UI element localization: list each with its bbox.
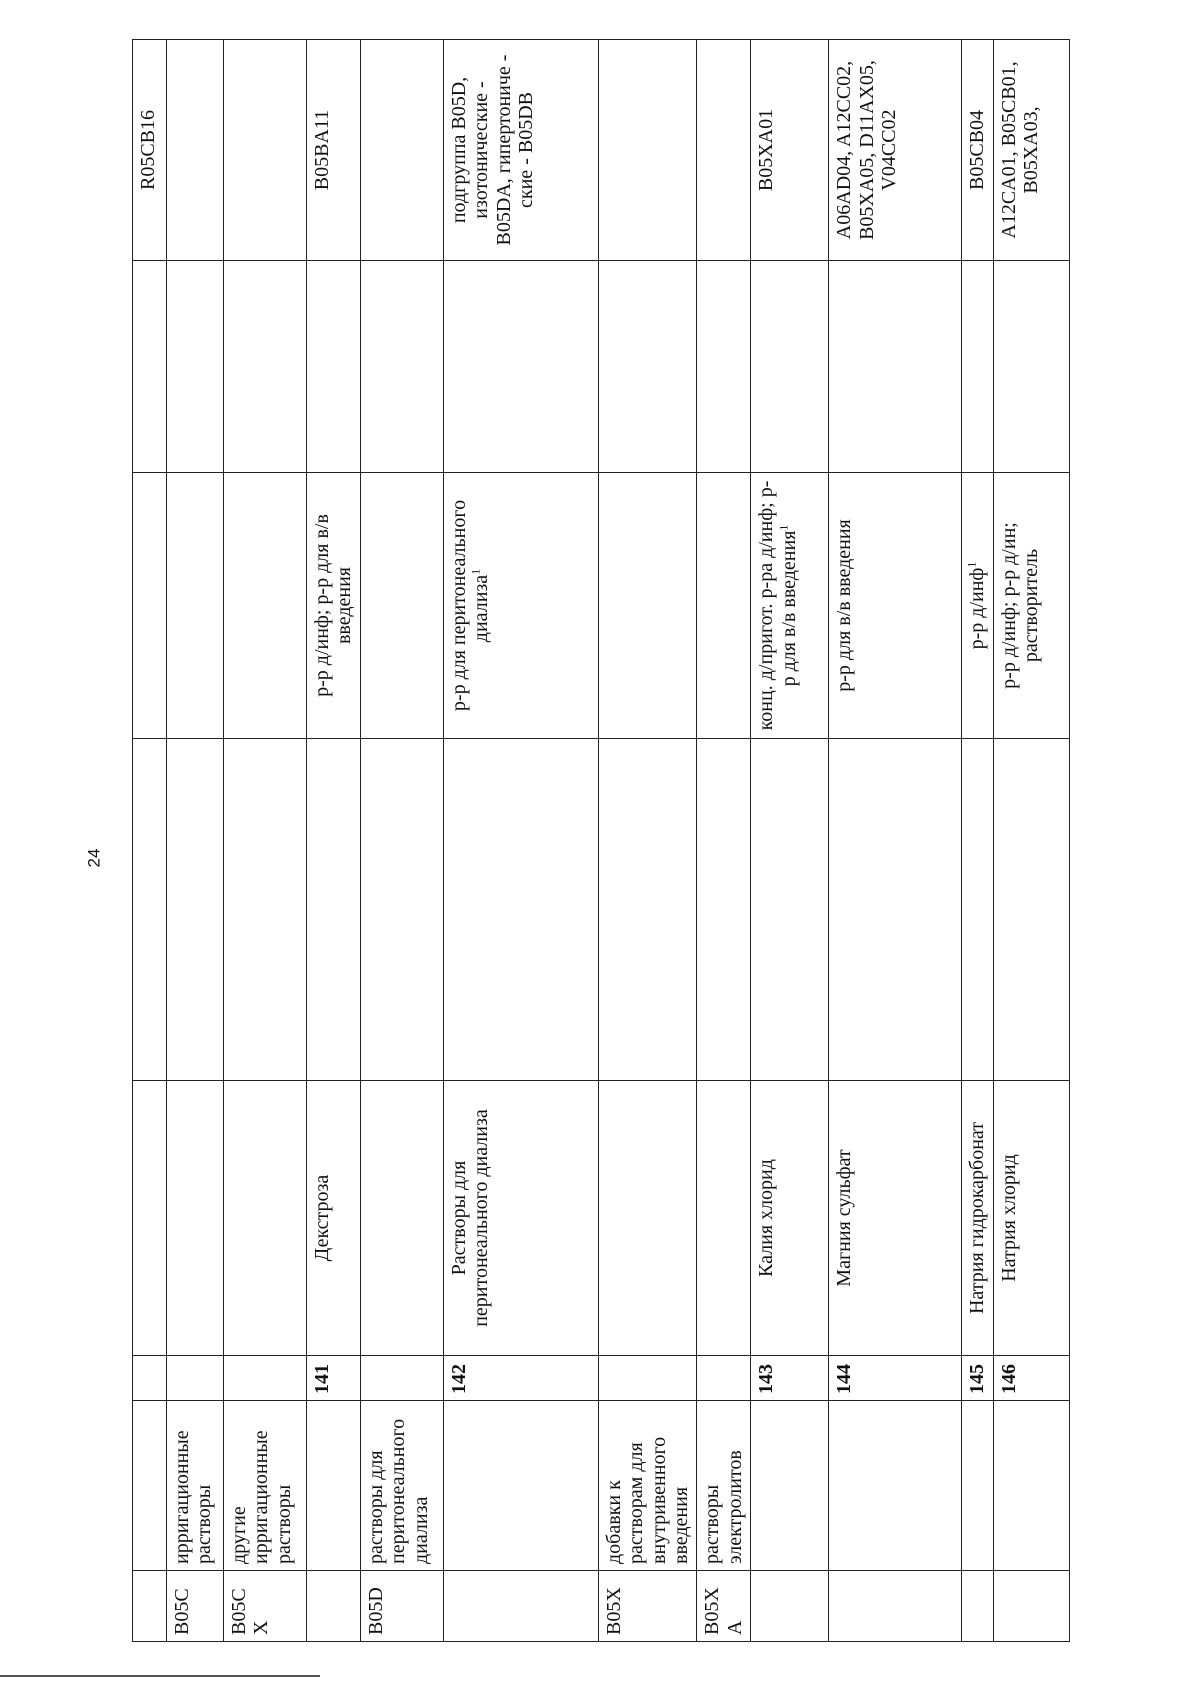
dosage-form-cell	[697, 473, 751, 739]
dosage-form-cell	[993, 473, 1069, 739]
table-row	[224, 40, 307, 1642]
atc-code-cell	[697, 1571, 751, 1642]
note-cell	[598, 739, 697, 1081]
group-name-cell-text: добавки к растворам для внутривенного введения	[602, 1436, 692, 1564]
atc-code-cell	[167, 1571, 224, 1642]
item-number-cell	[697, 1356, 751, 1401]
note-cell	[829, 739, 962, 1081]
dosage-form-cell-text: р-р д/инф; р-р для в/в введения	[311, 514, 356, 697]
atc-code-cell	[224, 1571, 307, 1642]
group-name-cell	[360, 1401, 443, 1571]
atc-code-cell-text: B05CX	[228, 1588, 273, 1635]
drug-name-cell-text: Калия хлорид	[755, 1159, 778, 1277]
atc-codes-cell	[307, 40, 361, 261]
drug-name-cell-text: Растворы для перитонеального диализа	[447, 1109, 493, 1327]
dosage-form-cell	[598, 473, 697, 739]
atc-code-cell	[598, 1571, 697, 1642]
note-cell	[307, 739, 361, 1081]
table-row	[167, 40, 224, 1642]
group-name-cell-text: ирригационные растворы	[171, 1430, 216, 1564]
item-number-cell	[443, 1356, 598, 1401]
atc-code-cell	[993, 1571, 1069, 1642]
table-row	[360, 40, 443, 1642]
atc-codes-cell	[224, 40, 307, 261]
group-name-cell-text: другие ирригационные растворы	[228, 1430, 295, 1564]
item-number-cell	[829, 1356, 962, 1401]
atc-code-cell	[360, 1571, 443, 1642]
drug-name-cell-text: Декстроза	[311, 1174, 333, 1262]
dosage-form-cell	[962, 473, 993, 739]
scan-edge-line	[0, 1675, 320, 1677]
drug-name-cell	[443, 1081, 598, 1356]
extra-cell	[598, 261, 697, 473]
extra-cell	[993, 261, 1069, 473]
atc-codes-cell-text: A06AD04, A12CC02, B05XA05, D11AX05, V04CC02	[833, 60, 900, 240]
item-number-cell	[224, 1356, 307, 1401]
item-number-cell	[167, 1356, 224, 1401]
atc-code-cell-text: B05XA	[701, 1587, 746, 1635]
dosage-form-cell-text: р-р для перитонеального диализа	[447, 499, 493, 712]
atc-codes-cell-text: B05BA11	[311, 109, 333, 191]
drug-name-cell	[751, 1081, 829, 1356]
atc-codes-cell	[751, 40, 829, 261]
group-name-cell	[224, 1401, 307, 1571]
note-cell	[993, 739, 1069, 1081]
dosage-form-cell	[167, 473, 224, 739]
atc-codes-cell	[962, 40, 993, 261]
footnote-mark: 1	[775, 524, 790, 531]
drug-name-cell	[829, 1081, 962, 1356]
atc-codes-cell-text: B05CB04	[966, 109, 989, 191]
dosage-form-cell-text: р-р д/инф; р-р д/ин; растворитель	[997, 522, 1042, 689]
item-number-cell-text: 142	[447, 1364, 470, 1394]
extra-cell	[751, 261, 829, 473]
note-cell	[697, 739, 751, 1081]
extra-cell	[360, 261, 443, 473]
atc-codes-cell-text: A12CA01, B05CB01, B05XA03,	[997, 61, 1042, 239]
atc-code-cell	[962, 1571, 993, 1642]
drug-name-cell	[697, 1081, 751, 1356]
drug-name-cell	[993, 1081, 1069, 1356]
drug-name-cell	[167, 1081, 224, 1356]
dosage-form-cell	[224, 473, 307, 739]
group-name-cell	[598, 1401, 697, 1571]
note-cell	[133, 739, 167, 1081]
atc-code-cell	[307, 1571, 361, 1642]
item-number-cell	[751, 1356, 829, 1401]
atc-codes-cell-text: B05XA01	[755, 108, 778, 192]
note-cell	[962, 739, 993, 1081]
drug-name-cell	[307, 1081, 361, 1356]
group-name-cell	[962, 1401, 993, 1571]
atc-code-cell	[829, 1571, 962, 1642]
group-name-cell	[993, 1401, 1069, 1571]
table-row	[443, 40, 598, 1642]
dosage-form-cell	[751, 473, 829, 739]
group-name-cell-text: растворы электролитов	[701, 1450, 746, 1564]
dosage-form-cell-text: р-р д/инф	[966, 567, 989, 650]
extra-cell	[962, 261, 993, 473]
extra-cell	[443, 261, 598, 473]
table-row	[307, 40, 361, 1642]
item-number-cell-text: 143	[755, 1364, 778, 1394]
drug-name-cell	[224, 1081, 307, 1356]
drug-name-cell-text: Натрия хлорид	[997, 1154, 1020, 1282]
rotated-table-wrapper	[132, 40, 1142, 1642]
atc-codes-cell	[167, 40, 224, 261]
extra-cell	[697, 261, 751, 473]
atc-code-cell-text: B05X	[602, 1587, 625, 1635]
table-row	[697, 40, 751, 1642]
drug-name-cell	[598, 1081, 697, 1356]
note-cell	[224, 739, 307, 1081]
item-number-cell	[962, 1356, 993, 1401]
table-row	[133, 40, 167, 1642]
atc-codes-cell	[829, 40, 962, 261]
atc-codes-cell	[993, 40, 1069, 261]
drug-list-table	[132, 39, 1070, 1642]
atc-codes-cell	[360, 40, 443, 261]
item-number-cell	[598, 1356, 697, 1401]
drug-name-cell	[133, 1081, 167, 1356]
group-name-cell	[307, 1401, 361, 1571]
atc-codes-cell-text: R05CB16	[137, 109, 159, 191]
atc-codes-cell	[697, 40, 751, 261]
item-number-cell-text: 145	[966, 1364, 989, 1394]
footnote-mark: 1	[468, 568, 483, 575]
dosage-form-cell	[307, 473, 361, 739]
item-number-cell	[360, 1356, 443, 1401]
atc-code-cell-text: B05C	[171, 1588, 193, 1635]
table-row	[829, 40, 962, 1642]
page-number	[78, 842, 110, 874]
group-name-cell	[829, 1401, 962, 1571]
table-row	[598, 40, 697, 1642]
group-name-cell	[133, 1401, 167, 1571]
drug-name-cell	[360, 1081, 443, 1356]
table-body	[133, 40, 1070, 1642]
note-cell	[443, 739, 598, 1081]
table-row	[993, 40, 1069, 1642]
dosage-form-cell	[360, 473, 443, 739]
dosage-form-cell-text: конц. д/пригот. р-ра д/инф; р-р для в/в введения	[755, 480, 800, 731]
group-name-cell	[443, 1401, 598, 1571]
note-cell	[360, 739, 443, 1081]
drug-name-cell-text: Натрия гидрокарбонат	[966, 1121, 989, 1315]
item-number-cell	[307, 1356, 361, 1401]
extra-cell	[829, 261, 962, 473]
dosage-form-cell-text: р-р для в/в введения	[833, 519, 856, 692]
dosage-form-cell	[829, 473, 962, 739]
drug-name-cell	[962, 1081, 993, 1356]
item-number-cell	[993, 1356, 1069, 1401]
group-name-cell-text: растворы для перитонеального диализа	[364, 1418, 432, 1564]
atc-code-cell	[443, 1571, 598, 1642]
atc-code-cell	[133, 1571, 167, 1642]
group-name-cell	[751, 1401, 829, 1571]
note-cell	[751, 739, 829, 1081]
page-number-text: 24	[83, 848, 103, 868]
item-number-cell-text: 146	[997, 1364, 1020, 1394]
footnote-mark: 1	[964, 561, 979, 568]
note-cell	[167, 739, 224, 1081]
table-row	[751, 40, 829, 1642]
extra-cell	[133, 261, 167, 473]
dosage-form-cell	[133, 473, 167, 739]
extra-cell	[307, 261, 361, 473]
extra-cell	[167, 261, 224, 473]
item-number-cell-text: 141	[311, 1364, 333, 1394]
extra-cell	[224, 261, 307, 473]
group-name-cell	[167, 1401, 224, 1571]
item-number-cell	[133, 1356, 167, 1401]
group-name-cell	[697, 1401, 751, 1571]
atc-code-cell-text: B05D	[364, 1587, 387, 1635]
atc-codes-cell	[443, 40, 598, 261]
atc-code-cell	[751, 1571, 829, 1642]
drug-name-cell-text: Магния сульфат	[833, 1149, 856, 1287]
item-number-cell-text: 144	[833, 1364, 856, 1394]
atc-codes-cell	[133, 40, 167, 261]
atc-codes-cell-text: подгруппа B05D, изотонические - B05DA, гипертониче - ские - B05DB	[447, 54, 537, 246]
table-row	[962, 40, 993, 1642]
atc-codes-cell	[598, 40, 697, 261]
dosage-form-cell	[443, 473, 598, 739]
